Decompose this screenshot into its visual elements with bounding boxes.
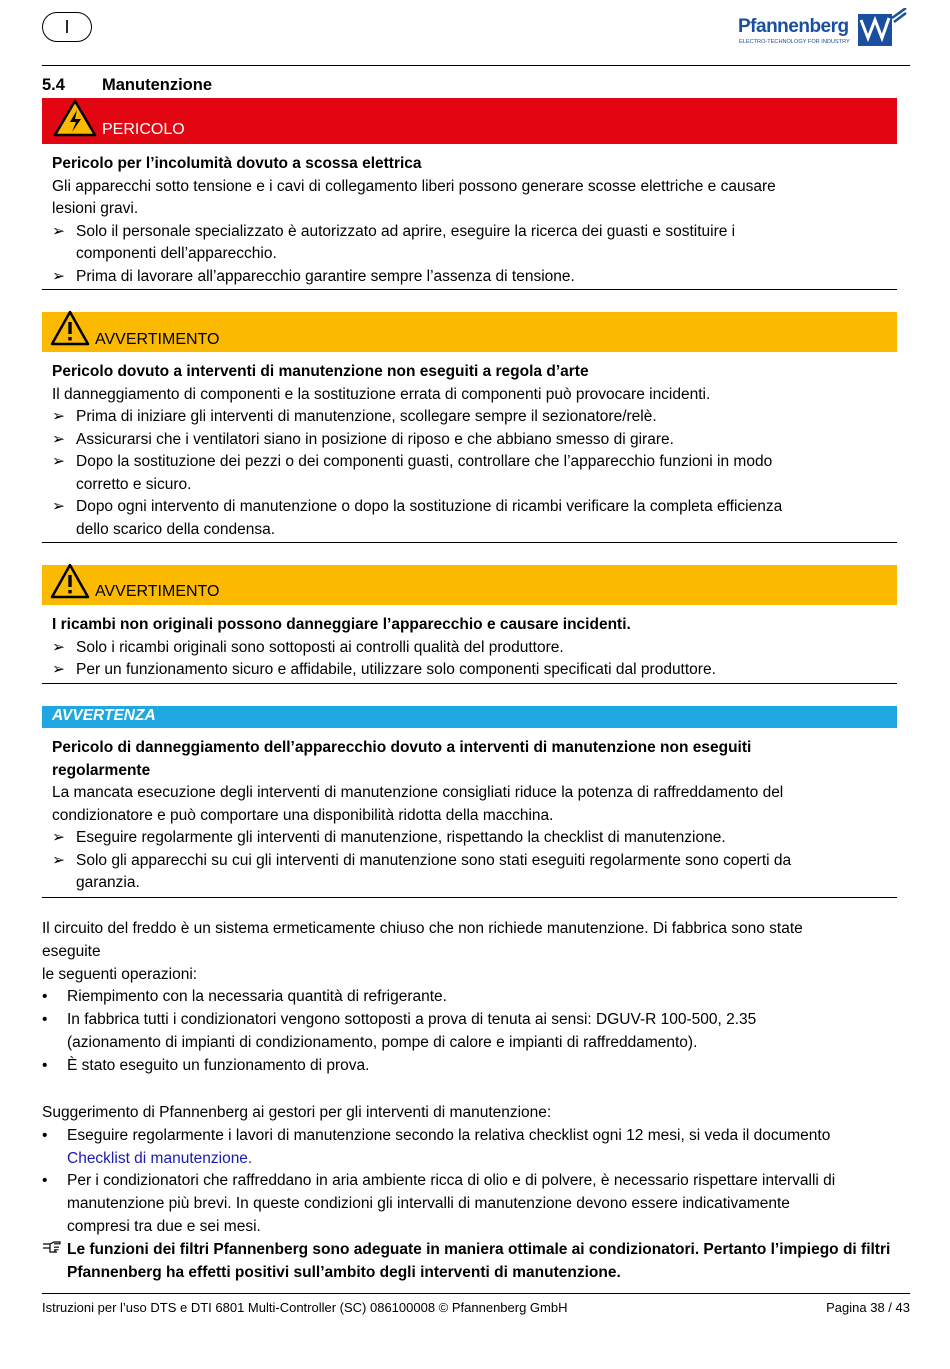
list-item: • Eseguire regolarmente i lavori di manutenzione secondo la relativa checklist ogni 12 mesi, si veda il documento bbox=[42, 1125, 912, 1148]
danger-title: Pericolo per l’incolumità dovuto a scossa elettrica bbox=[52, 155, 422, 172]
list-item: ➢ Prima di iniziare gli interventi di manutenzione, scollegare sempre il sezionatore/relè. bbox=[52, 406, 902, 429]
paragraph-line: eseguite bbox=[42, 942, 101, 960]
footer-page-number: Pagina 38 / 43 bbox=[826, 1300, 910, 1315]
arrow-bullet-icon: ➢ bbox=[52, 222, 65, 240]
warning-content bbox=[52, 614, 902, 682]
bullet-dot-icon: • bbox=[42, 1126, 48, 1144]
danger-text-line: Gli apparecchi sotto tensione e i cavi di collegamento liberi possono generare scosse elettriche e causare bbox=[52, 177, 776, 195]
list-item: ➢ Solo i ricambi originali sono sottoposti ai controlli qualità del produttore. bbox=[52, 637, 902, 660]
section-title: Manutenzione bbox=[102, 76, 212, 94]
list-item: ➢ Solo il personale specializzato è autorizzato ad aprire, eseguire la ricerca dei guasti e sostituire i bbox=[52, 221, 902, 244]
arrow-bullet-icon: ➢ bbox=[52, 638, 65, 656]
bullet-dot-icon: • bbox=[42, 988, 48, 1006]
arrow-bullet-icon: ➢ bbox=[52, 408, 65, 425]
checklist-link[interactable]: Checklist di manutenzione. bbox=[67, 1149, 253, 1167]
logo-wave-icon bbox=[856, 8, 908, 48]
list-item: • In fabbrica tutti i condizionatori vengono sottoposti a prova di tenuta ai sensi: DGUV-R 100-500, 2.35 bbox=[42, 1009, 912, 1032]
notice-title: Pericolo di danneggiamento dell’apparecchio dovuto a interventi di manutenzione non eseguiti bbox=[52, 739, 752, 756]
recommendation-paragraph bbox=[42, 1102, 912, 1284]
list-item: • Per i condizionatori che raffreddano in aria ambiente ricca di olio e di polvere, è necessario rispettare intervalli di bbox=[42, 1170, 912, 1193]
list-item: garanzia. bbox=[76, 874, 140, 891]
list-item: • È stato eseguito un funzionamento di prova. bbox=[42, 1055, 912, 1078]
arrow-bullet-icon: ➢ bbox=[52, 661, 65, 678]
list-item: ➢ Per un funzionamento sicuro e affidabile, utilizzare solo componenti specificati dal produttore. bbox=[52, 659, 902, 682]
arrow-bullet-icon: ➢ bbox=[52, 829, 65, 846]
list-item: ➢ Solo gli apparecchi su cui gli interventi di manutenzione sono stati eseguiti regolarmente sono coperti da bbox=[52, 850, 902, 873]
notice-banner bbox=[42, 706, 897, 728]
arrow-bullet-icon: ➢ bbox=[52, 498, 65, 515]
page-footer bbox=[42, 1300, 910, 1315]
refrigeration-paragraph bbox=[42, 918, 912, 1078]
paragraph-line: le seguenti operazioni: bbox=[42, 965, 198, 983]
list-item: ➢ Dopo ogni intervento di manutenzione o dopo la sostituzione di ricambi verificare la completa efficienza bbox=[52, 496, 902, 519]
warning-content bbox=[52, 361, 902, 541]
language-badge: I bbox=[42, 12, 92, 42]
list-item: ➢ Assicurarsi che i ventilatori siano in posizione di riposo e che abbiano smesso di girare. bbox=[52, 429, 902, 452]
footer-document-info: Istruzioni per l’uso DTS e DTI 6801 Multi-Controller (SC) 086100008 © Pfannenberg GmbH bbox=[42, 1300, 568, 1315]
section-number: 5.4 bbox=[42, 76, 65, 94]
list-item: ➢ Eseguire regolarmente gli interventi di manutenzione, rispettando la checklist di manutenzione. bbox=[52, 827, 902, 850]
warning-text: Il danneggiamento di componenti e la sostituzione errata di componenti può provocare incidenti. bbox=[52, 385, 711, 403]
warning-label: AVVERTIMENTO bbox=[95, 583, 220, 600]
bullet-dot-icon: • bbox=[42, 1011, 48, 1029]
paragraph-intro: Suggerimento di Pfannenberg ai gestori per gli interventi di manutenzione: bbox=[42, 1104, 552, 1121]
arrow-bullet-icon: ➢ bbox=[52, 453, 65, 470]
arrow-bullet-icon: ➢ bbox=[52, 430, 65, 448]
list-item bbox=[42, 1148, 912, 1171]
notice-title: regolarmente bbox=[52, 761, 151, 779]
warning-title: I ricambi non originali possono danneggiare l’apparecchio e causare incidenti. bbox=[52, 616, 631, 633]
notice-content bbox=[52, 737, 902, 895]
list-item: ➢ Prima di lavorare all’apparecchio garantire sempre l’assenza di tensione. bbox=[52, 266, 902, 289]
list-item: corretto e sicuro. bbox=[76, 475, 192, 493]
section-heading bbox=[42, 76, 212, 95]
list-item: (azionamento di impianti di condizionamento, pompe di calore e impianti di raffreddamento). bbox=[67, 1033, 698, 1051]
divider bbox=[42, 289, 897, 290]
warning-label: AVVERTIMENTO bbox=[95, 331, 220, 348]
header-rule bbox=[42, 65, 910, 66]
list-item: componenti dell’apparecchio. bbox=[76, 245, 277, 262]
notice-text-line: condizionatore e può comportare una disponibilità ridotta della macchina. bbox=[52, 806, 554, 824]
pointing-hand-icon bbox=[42, 1239, 62, 1262]
warning-banner bbox=[42, 565, 897, 605]
bullet-dot-icon: • bbox=[42, 1056, 48, 1074]
warning-triangle-icon bbox=[50, 310, 90, 346]
paragraph-line: Il circuito del freddo è un sistema ermeticamente chiuso che non richiede manutenzione. Di fabbrica sono state bbox=[42, 920, 803, 937]
divider bbox=[42, 542, 897, 543]
list-item: manutenzione più brevi. In queste condizioni gli intervalli di manutenzione devono essere indicativamente bbox=[67, 1195, 790, 1213]
logo-tagline: ELECTRO-TECHNOLOGY FOR INDUSTRY bbox=[739, 39, 850, 45]
arrow-bullet-icon: ➢ bbox=[52, 851, 65, 869]
danger-label: PERICOLO bbox=[102, 121, 185, 138]
divider bbox=[42, 897, 897, 898]
list-item: • Riempimento con la necessaria quantità di refrigerante. bbox=[42, 986, 912, 1009]
danger-text-line: lesioni gravi. bbox=[52, 200, 139, 217]
brand-logo bbox=[738, 6, 910, 50]
list-item: dello scarico della condensa. bbox=[76, 520, 276, 538]
bullet-dot-icon: • bbox=[42, 1172, 48, 1190]
arrow-bullet-icon: ➢ bbox=[52, 267, 65, 285]
list-item: ➢ Dopo la sostituzione dei pezzi o dei componenti guasti, controllare che l’apparecchio funzioni in modo bbox=[52, 451, 902, 474]
list-item: compresi tra due e sei mesi. bbox=[67, 1217, 261, 1235]
notice-text-line: La mancata esecuzione degli interventi di manutenzione consigliati riduce la potenza di raffreddamento del bbox=[52, 784, 784, 801]
notice-label: AVVERTENZA bbox=[52, 707, 156, 724]
divider bbox=[42, 683, 897, 684]
warning-triangle-icon bbox=[50, 563, 90, 599]
danger-banner bbox=[42, 98, 897, 144]
footer-rule bbox=[42, 1293, 910, 1294]
warning-title: Pericolo dovuto a interventi di manutenzione non eseguiti a regola d’arte bbox=[52, 363, 589, 380]
logo-name: Pfannenberg bbox=[738, 16, 849, 37]
note-item: Le funzioni dei filtri Pfannenberg sono adeguate in maniera ottimale ai condizionatori. Pertanto l’impiego di filtri bbox=[42, 1239, 912, 1262]
electric-hazard-icon bbox=[53, 99, 97, 137]
danger-content bbox=[52, 153, 902, 288]
note-item: Pfannenberg ha effetti positivi sull’ambito degli interventi di manutenzione. bbox=[67, 1263, 621, 1281]
warning-banner bbox=[42, 312, 897, 352]
